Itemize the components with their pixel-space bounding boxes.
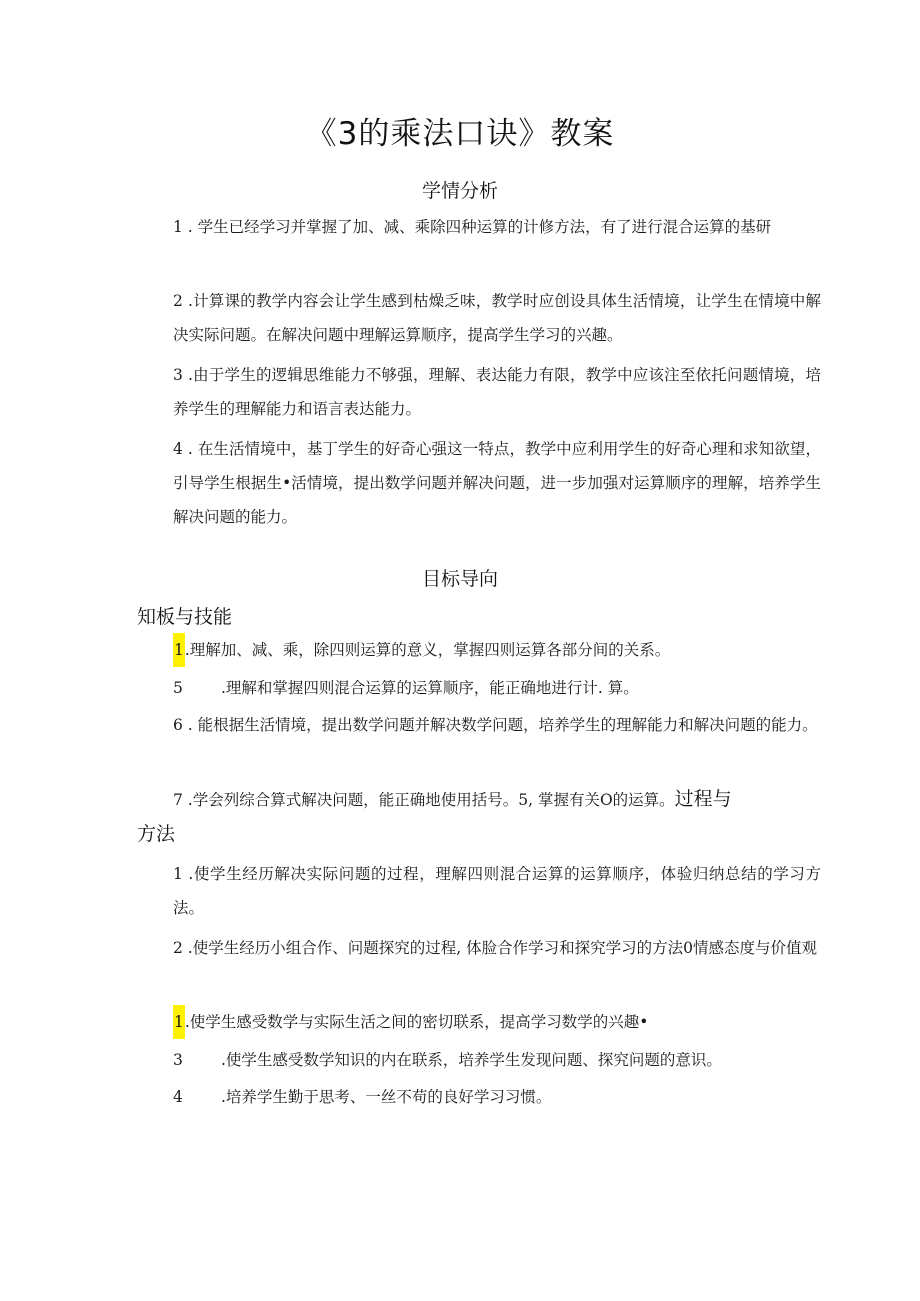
item-number: 7 <box>173 791 183 809</box>
item-text: .由于学生的逻辑思维能力不够强，理解、表达能力有限，教学中应该注至依托问题情境，培养学生的理解能力和语言表达能力。 <box>173 366 821 418</box>
item-text: . 学生已经学习并掌握了加、减、乘除四种运算的计修方法，有了进行混合运算的基研 <box>182 218 772 236</box>
subheading-process-part1: 过程与 <box>674 788 732 810</box>
item-number: 4 <box>173 440 183 458</box>
analysis-item-4 <box>137 432 821 534</box>
item-text: .使学生经历小组合作、问题探究的过程, 体脸合作学习和探究学习的方法0情感态度与价值观 <box>182 939 817 957</box>
item-text: .使学生经历解决实际问题的过程，理解四则混合运算的运算顺序，体验归纳总结的学习方法。 <box>173 865 821 917</box>
item-number: 2 <box>173 939 183 957</box>
highlighted-number: 1 <box>173 1005 185 1039</box>
section-heading-analysis: 学情分析 <box>421 180 498 202</box>
analysis-item-3 <box>137 358 821 426</box>
item-number: 5 <box>173 679 183 697</box>
process-item-1 <box>137 857 821 925</box>
item-number: 6 <box>173 716 183 734</box>
item-number: 4 <box>173 1088 183 1106</box>
item-text: .使学生感受数学与实际生活之间的密切联系，提高学习数学的兴趣• <box>184 1013 649 1031</box>
item-text: .学会列综合算式解决问题，能正确地使用括号。5, 掌握有关O的运算。 <box>182 791 675 809</box>
section-heading-goals: 目标导向 <box>421 568 498 590</box>
emotion-item-3 <box>137 1080 821 1114</box>
item-text: .理解和掌握四则混合运算的运算顺序，能正确地进行计. 算。 <box>221 679 639 697</box>
knowledge-item-4 <box>137 782 821 852</box>
emotion-item-2 <box>137 1043 821 1077</box>
document-title: 《3的乘法口诀》教案 <box>305 116 615 152</box>
item-text: .培养学生勤于思考、一丝不苟的良好学习习惯。 <box>221 1088 552 1106</box>
knowledge-item-2 <box>137 671 821 705</box>
item-text: .理解加、减、乘，除四则运算的意义，掌握四则运算各部分间的关系。 <box>184 641 671 659</box>
knowledge-item-1 <box>137 633 821 667</box>
item-text: .使学生感受数学知识的内在联系，培养学生发现问题、探究问题的意识。 <box>221 1051 722 1069</box>
analysis-item-1 <box>137 210 821 244</box>
item-text: . 在生活情境中，基丁学生的好奇心强这一特点，教学中应利用学生的好奇心理和求知欲望，引导学生根据生•活情境，提出数学问题并解决问题，进一步加强对运算顺序的理解，培养学生解决问题的能力。 <box>173 440 821 526</box>
subheading-knowledge: 知板与技能 <box>137 606 233 628</box>
emotion-item-1 <box>137 1005 821 1039</box>
item-number: 3 <box>173 366 183 384</box>
item-number: 1 <box>173 218 183 236</box>
item-number: 2 <box>173 292 183 310</box>
process-item-2 <box>137 931 821 965</box>
item-text: . 能根据生活情境，提出数学问题并解决数学问题，培养学生的理解能力和解决问题的能力。 <box>182 716 818 734</box>
analysis-item-2 <box>137 284 821 352</box>
item-text: .计算课的教学内容会让学生感到枯燥乏味，教学时应创设具体生活情境，让学生在情境中解决实际问题。在解决问题中理解运算顺序，提高学生学习的兴趣。 <box>173 292 821 344</box>
highlighted-number: 1 <box>173 633 185 667</box>
subheading-process-part2: 方法 <box>137 823 176 845</box>
knowledge-item-3 <box>137 708 821 742</box>
item-number: 3 <box>173 1051 183 1069</box>
item-number: 1 <box>173 865 183 883</box>
